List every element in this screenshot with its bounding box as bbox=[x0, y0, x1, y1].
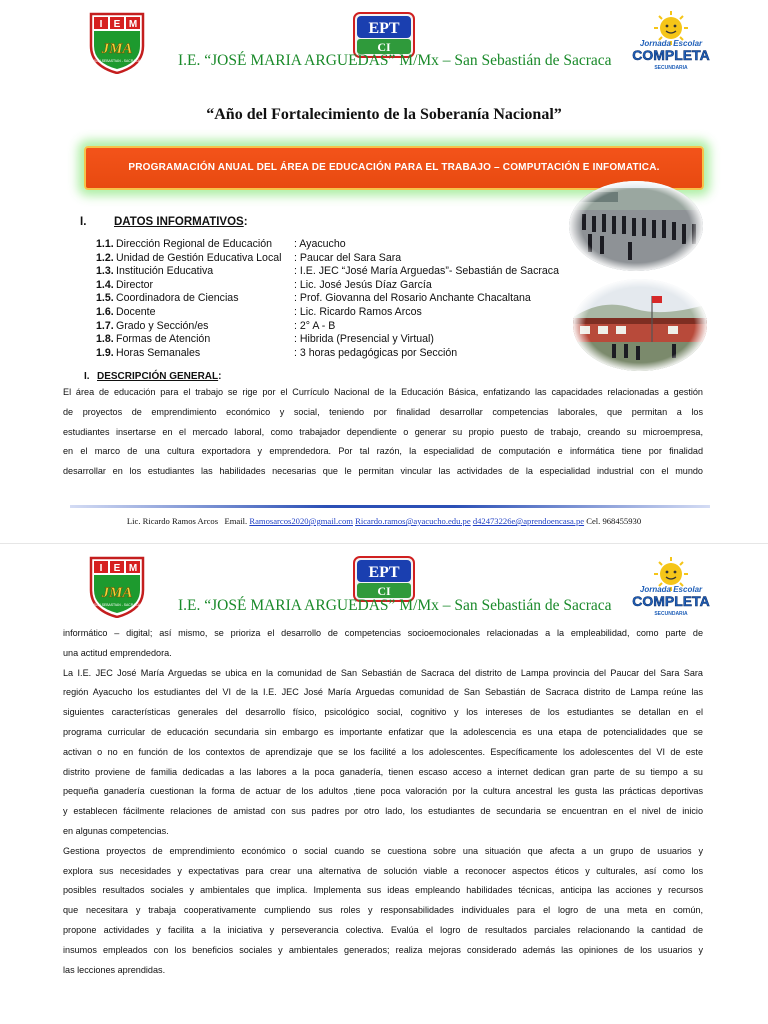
text-line: las lecciones aprendidas. bbox=[63, 964, 166, 975]
section-2-colon: : bbox=[218, 371, 222, 382]
info-row bbox=[96, 279, 153, 292]
info-row-number: 1.7. bbox=[96, 319, 114, 332]
header-page-1 bbox=[0, 0, 768, 100]
shield-letter-e: E bbox=[113, 19, 121, 30]
section-2-title: DESCRIPCIÓN GENERAL bbox=[97, 371, 219, 382]
page-break bbox=[0, 543, 768, 544]
school-shield-logo bbox=[88, 556, 146, 618]
text-line: insumos empleados con los beneficios sociales y ambientales generados; realiza mejoras considerado además las opiniones de los usuarios y bbox=[63, 944, 703, 955]
text-line: una actitud emprendedora. bbox=[63, 647, 172, 658]
text-line: distrito proviene de familia dedicadas a las labores a la poca ganadería, tienen escaso acceso a internet dedican gran parte de su tiempo a su bbox=[63, 766, 703, 777]
text-line: explora sus necesidades y expectativas para crear una alternativa de solución viable a reconocer aspectos éticos y culturales, así como los bbox=[63, 865, 703, 876]
text-line: posibles resultados sociales y ambientales que implica. Implementa sus ideas empleando habilidades técnicas, anticipa las acciones y recursos bbox=[63, 885, 703, 896]
text-line: región Ayacucho los estudiantes del VI de la I.E. JEC José María Arguedas comunidad de San Sebastián de Sacraca distrito de Lampa reúne las bbox=[63, 687, 703, 698]
school-building-photo bbox=[572, 278, 708, 372]
info-row-number: 1.9. bbox=[96, 346, 114, 359]
footer-phone: Cel. 968455930 bbox=[586, 516, 642, 526]
info-row-label: Grado y Sección/es bbox=[116, 319, 209, 332]
shield-letter-i: I bbox=[99, 563, 103, 574]
info-row-number: 1.5. bbox=[96, 292, 114, 305]
section-2-number: I. bbox=[84, 371, 90, 382]
footer-email-label: Email. bbox=[224, 516, 248, 526]
text-line: que necesitara y trabaja cooperativamente cumpliendo sus roles y responsabilidades individuales para el logro de una meta en común, bbox=[63, 905, 703, 916]
jornada-completa-logo bbox=[630, 10, 712, 72]
jornada-top-text: Jornada Escolar bbox=[639, 585, 703, 594]
section-1-heading bbox=[114, 216, 248, 228]
email-link-aprendoencasa[interactable]: d42473226e@aprendoencasa.pe bbox=[472, 516, 585, 526]
info-row-value: : Ayacucho bbox=[294, 238, 346, 250]
jornada-main-text: COMPLETA bbox=[632, 593, 710, 609]
info-row-label: Institución Educativa bbox=[116, 265, 214, 278]
info-row-label: Dirección Regional de Educación bbox=[116, 238, 273, 250]
info-row bbox=[96, 333, 210, 346]
text-line: El área de educación para el trabajo se rige por el Currículo Nacional de la Educación Básica, enfatizando las capacidades relacionadas a gestión bbox=[63, 387, 703, 397]
text-line: estudiantes insertarse en el mercado laboral, como trabajador dependiente o generar su propio puesto de trabajo, creando su microempresa, bbox=[63, 426, 703, 437]
footer-divider bbox=[70, 505, 710, 508]
students-formation-photo bbox=[568, 180, 704, 272]
section-1-number: I. bbox=[80, 216, 87, 228]
page-footer bbox=[0, 516, 768, 526]
info-row-label: Formas de Atención bbox=[116, 333, 211, 346]
text-line: y establecen fácilmente relaciones de amistad con sus padres por otro lado, los estudiantes de secundaria se encuentran en el nivel de inicio bbox=[63, 806, 703, 817]
text-line: pequeña ganadería cuestionan la forma de actuar de los adultos ,tiene poca valoración por la cultura ancestral les gusta las prácticas deportivas bbox=[63, 786, 703, 797]
program-title-banner: PROGRAMACIÓN ANUAL DEL ÁREA DE EDUCACIÓN PARA EL TRABAJO – COMPUTACIÓN E INFOMATICA. bbox=[84, 146, 704, 190]
general-description-text bbox=[63, 383, 703, 482]
jornada-main-text: COMPLETA bbox=[632, 47, 710, 63]
ept-ci-badge bbox=[353, 556, 415, 602]
shield-main-text: JMA bbox=[101, 41, 133, 57]
info-row-number: 1.3. bbox=[96, 265, 114, 278]
text-line: en algunas competencias. bbox=[63, 825, 169, 836]
info-row-value: : Hibrida (Presencial y Virtual) bbox=[294, 333, 434, 346]
school-title: I.E. “JOSÉ MARIA ARGUEDAS” M/Mx – San Sebastián de Sacraca bbox=[178, 52, 612, 69]
info-row-value: : Lic. Ricardo Ramos Arcos bbox=[294, 306, 422, 318]
shield-small-text: SAN SEBASTIAN - SACRACA bbox=[93, 603, 141, 607]
text-line: programa curricular de educación secundaria sin embargo es importante enfatizar que la adolescencia es una etapa de potencialidades que se bbox=[63, 726, 703, 737]
ept-text: EPT bbox=[368, 20, 400, 37]
text-line: informático – digital; así mismo, se prioriza el desarrollo de competencias socioemocionales relacionadas a la empleabilidad, como parte de bbox=[63, 628, 703, 638]
info-row-label: Docente bbox=[116, 306, 156, 318]
info-row bbox=[96, 238, 272, 251]
text-line: desarrollar en los estudiantes las habilidades necesarias que le permitan vincular las actividades de la especialidad industrial con el mundo bbox=[63, 466, 703, 477]
info-row-value: : Prof. Giovanna del Rosario Anchante Chacaltana bbox=[294, 292, 531, 305]
text-line: activan o no en función de los contextos de aprendizaje que se los facilité a los adolescentes. Específicamente los adolescentes del VI de este bbox=[63, 746, 703, 757]
shield-letter-i: I bbox=[99, 19, 103, 30]
section-1-title: DATOS INFORMATIVOS bbox=[114, 216, 244, 228]
text-line: de proyectos de emprendimiento económico y social, teniendo por finalidad desarrollar competencias laborales, que permitan a los bbox=[63, 406, 703, 417]
school-shield-logo bbox=[88, 12, 146, 74]
info-row-label: Horas Semanales bbox=[116, 346, 201, 359]
shield-small-text: SAN SEBASTIAN - SACRACA bbox=[93, 59, 141, 63]
text-line: propone actividades y facilita a la iniciativa y perseverancia colectiva. Evalúa el logro de resultados parciales relacionando la cantidad de bbox=[63, 924, 703, 935]
info-row-value: : Paucar del Sara Sara bbox=[294, 251, 402, 264]
ci-text: CI bbox=[377, 584, 391, 598]
shield-letter-e: E bbox=[113, 563, 121, 574]
text-line: siguientes características generales del desarrollo físico, psicológico social, cognitivo y los intereses de los estudiantes se detallan en el bbox=[63, 707, 703, 718]
info-row bbox=[96, 292, 239, 305]
email-link-gmail[interactable]: Ramosarcos2020@gmail.com bbox=[249, 516, 353, 526]
year-motto: “Año del Fortalecimiento de la Soberanía Nacional” bbox=[206, 106, 562, 123]
info-row bbox=[96, 320, 208, 333]
jornada-bottom-text: SECUNDARIA bbox=[654, 65, 688, 71]
footer-name: Lic. Ricardo Ramos Arcos bbox=[126, 516, 219, 526]
info-row bbox=[96, 347, 200, 360]
shield-letter-m: M bbox=[128, 563, 138, 574]
info-row-label: Director bbox=[116, 278, 154, 291]
info-row-number: 1.6. bbox=[96, 306, 114, 318]
info-row-label: Coordinadora de Ciencias bbox=[116, 292, 239, 305]
jornada-top-text: Jornada Escolar bbox=[639, 39, 703, 48]
info-row-label: Unidad de Gestión Educativa Local bbox=[116, 251, 282, 264]
info-row bbox=[96, 306, 155, 319]
info-row-number: 1.1. bbox=[96, 238, 114, 250]
jornada-bottom-text: SECUNDARIA bbox=[654, 611, 688, 617]
jornada-completa-logo bbox=[630, 556, 712, 618]
ci-text: CI bbox=[377, 40, 391, 54]
section-1-colon: : bbox=[243, 216, 248, 228]
info-row-value: : 2° A - B bbox=[294, 319, 336, 332]
info-row-value: : Lic. José Jesús Díaz García bbox=[294, 278, 432, 291]
info-row-number: 1.2. bbox=[96, 251, 114, 264]
info-row-value: : I.E. JEC “José María Arguedas”- Sebastián de Sacraca bbox=[294, 265, 559, 278]
ept-text: EPT bbox=[368, 564, 400, 581]
page-2-body-text bbox=[63, 624, 703, 980]
info-row-value: : 3 horas pedagógicas por Sección bbox=[294, 346, 458, 359]
email-link-ayacucho[interactable]: Ricardo.ramos@ayacucho.edu.pe bbox=[355, 516, 471, 526]
info-row bbox=[96, 252, 282, 265]
info-row bbox=[96, 265, 213, 278]
info-row-number: 1.8. bbox=[96, 333, 114, 346]
section-2-heading bbox=[97, 371, 221, 382]
text-line: Gestiona proyectos de emprendimiento económico o social cuando se cuestiona sobre una situación que afecta a un grupo de usuarios y bbox=[63, 845, 703, 856]
text-line: La I.E. JEC José María Arguedas se ubica en la comunidad de San Sebastián de Sacraca del distrito de Lampa provincia del Paucar del Sara Sara bbox=[63, 667, 703, 678]
school-title: I.E. “JOSÉ MARIA ARGUEDAS” M/Mx – San Sebastián de Sacraca bbox=[178, 597, 612, 614]
shield-letter-m: M bbox=[128, 19, 138, 30]
header-page-2 bbox=[0, 548, 768, 628]
shield-main-text: JMA bbox=[101, 585, 133, 601]
info-row-number: 1.4. bbox=[96, 278, 114, 291]
text-line: en el marco de una cultura exportadora y emprendedora. Por tal razón, la especialidad de computación e informática tiene por finalidad bbox=[63, 446, 703, 457]
